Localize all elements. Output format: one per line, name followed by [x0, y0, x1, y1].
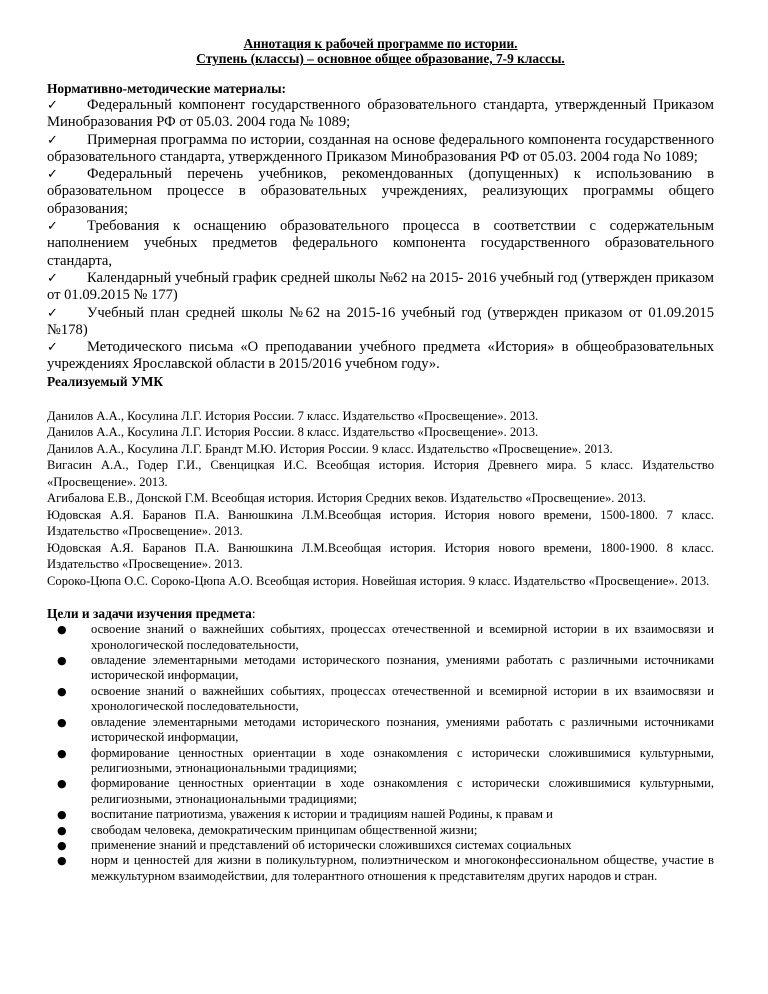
bullet-icon: ●: [57, 654, 67, 668]
bullet-icon: ●: [57, 623, 67, 637]
checkmark-icon: ✓: [47, 167, 58, 183]
bullet-icon: ●: [57, 808, 67, 822]
umk-item: Юдовская А.Я. Баранов П.А. Ванюшкина Л.М.Всеобщая история. История нового времени, 1800-1900. 8 класс. Издательство «Просвещение». 2013.: [47, 540, 714, 572]
bullet-icon: ●: [57, 715, 67, 729]
umk-item: Вигасин А.А., Годер Г.И., Свенцицкая И.С. Всеобщая история. История Древнего мира. 5 класс. Издательство «Просвещение». 2013.: [47, 458, 714, 489]
document-page: [47, 36, 714, 884]
checkmark-icon: ✓: [47, 98, 58, 113]
goal-item: ● норм и ценностей для жизни в поликультурном, полиэтническом и многоконфессиональном обществе, участие в межкультурном взаимодействии, для толерантного отношения к представителям других народов и стран.: [57, 853, 714, 883]
goal-item: ● формирование ценностных ориентации в ходе ознакомления с исторически сложившимися культурными, религиозными, этнонациональными традициями;: [57, 745, 714, 775]
document-title: [47, 36, 714, 66]
checkmark-icon: ✓: [47, 270, 58, 286]
bullet-icon: ●: [57, 746, 67, 760]
normative-heading: Нормативно-методические материалы:: [47, 81, 287, 96]
goal-item: ● освоение знаний о важнейших событиях, процессах отечественной и всемирной истории в их взаимосвязи и хронологической последовательности,: [57, 683, 714, 714]
goal-item: ● овладение элементарными методами исторического познания, умениями работать с различными источниками исторической информации,: [57, 714, 714, 745]
normative-item: ✓ Федеральный компонент государственного образовательного стандарта, утвержденный Приказом Минобразования РФ от 05.03. 2004 года № 1089;: [47, 97, 714, 131]
normative-list: [47, 97, 714, 374]
umk-heading: Реализуемый УМК: [47, 373, 164, 389]
normative-item: ✓ Календарный учебный график средней школы №62 на 2015- 2016 учебный год (утвержден приказом от 01.09.2015 № 177): [47, 269, 714, 304]
bullet-icon: ●: [57, 838, 67, 852]
checkmark-icon: ✓: [47, 305, 58, 321]
goals-heading: Цели и задачи изучения предмета:: [47, 606, 256, 622]
goal-item: ● воспитание патриотизма, уважения к истории и традициям нашей Родины, к правам и: [57, 807, 553, 822]
goal-item: ● овладение элементарными методами исторического познания, умениями работать с различными источниками исторической информации,: [57, 653, 714, 683]
goals-list: [47, 622, 714, 884]
goal-item: ● формирование ценностных ориентации в ходе ознакомления с исторически сложившимися культурными, религиозными, этнонациональными традициями;: [57, 776, 714, 806]
bullet-icon: ●: [57, 823, 67, 837]
title-line-2: Ступень (классы) – основное общее образование, 7-9 классы.: [196, 51, 565, 66]
goal-item: ● применение знаний и представлений об исторически сложившихся системах социальных: [57, 837, 572, 852]
title-line-1: Аннотация к рабочей программе по истории.: [243, 36, 518, 51]
umk-item: Данилов А.А., Косулина Л.Г. Брандт М.Ю. История России. 9 класс. Издательство «Просвещение». 2013.: [47, 441, 613, 456]
checkmark-icon: ✓: [47, 340, 58, 356]
umk-item: Данилов А.А., Косулина Л.Г. История России. 7 класс. Издательство «Просвещение». 2013.: [47, 408, 539, 423]
umk-item: Юдовская А.Я. Баранов П.А. Ванюшкина Л.М.Всеобщая история. История нового времени, 1500-1800. 7 класс. Издательство «Просвещение». 2013.: [47, 507, 714, 539]
checkmark-icon: ✓: [47, 132, 58, 148]
umk-item: Данилов А.А., Косулина Л.Г. История России. 8 класс. Издательство «Просвещение». 2013.: [47, 425, 539, 440]
bullet-icon: ●: [57, 777, 67, 791]
umk-item: Сороко-Цюпа О.С. Сороко-Цюпа А.О. Всеобщая история. Новейшая история. 9 класс. Издательство «Просвещение». 2013.: [47, 573, 710, 588]
goal-item: ● свободам человека, демократическим принципам общественной жизни;: [57, 822, 478, 837]
goal-item: ● освоение знаний о важнейших событиях, процессах отечественной и всемирной истории в их взаимосвязи и хронологической последовательности,: [57, 622, 714, 652]
bullet-icon: ●: [57, 684, 67, 698]
normative-item: ✓ Учебный план средней школы №62 на 2015-16 учебный год (утвержден приказом от 01.09.2015 №178): [47, 304, 714, 338]
umk-list: [47, 408, 714, 590]
normative-item: ✓ Требования к оснащению образовательного процесса в соответствии с содержательным наполнением учебных предметов федерального компонента государственного образовательного стандарта,: [47, 218, 714, 269]
normative-item: ✓ Методического письма «О преподавании учебного предмета «История» в общеобразовательных учреждениях Ярославской области в 2015/2016 учебном году».: [47, 339, 714, 373]
checkmark-icon: ✓: [47, 219, 58, 235]
umk-item: Агибалова Е.В., Донской Г.М. Всеобщая история. История Средних веков. Издательство «Просвещение». 2013.: [47, 491, 646, 506]
normative-item: ✓ Примерная программа по истории, созданная на основе федерального компонента государственного образовательного стандарта, утвержденного Приказом Минобразования РФ от 05.03. 2004 года No 1089;: [47, 131, 714, 165]
normative-item: ✓ Федеральный перечень учебников, рекомендованных (допущенных) к использованию в образовательном процессе в образовательных учреждениях, реализующих программы общего образования;: [47, 166, 714, 217]
bullet-icon: ●: [57, 854, 67, 868]
